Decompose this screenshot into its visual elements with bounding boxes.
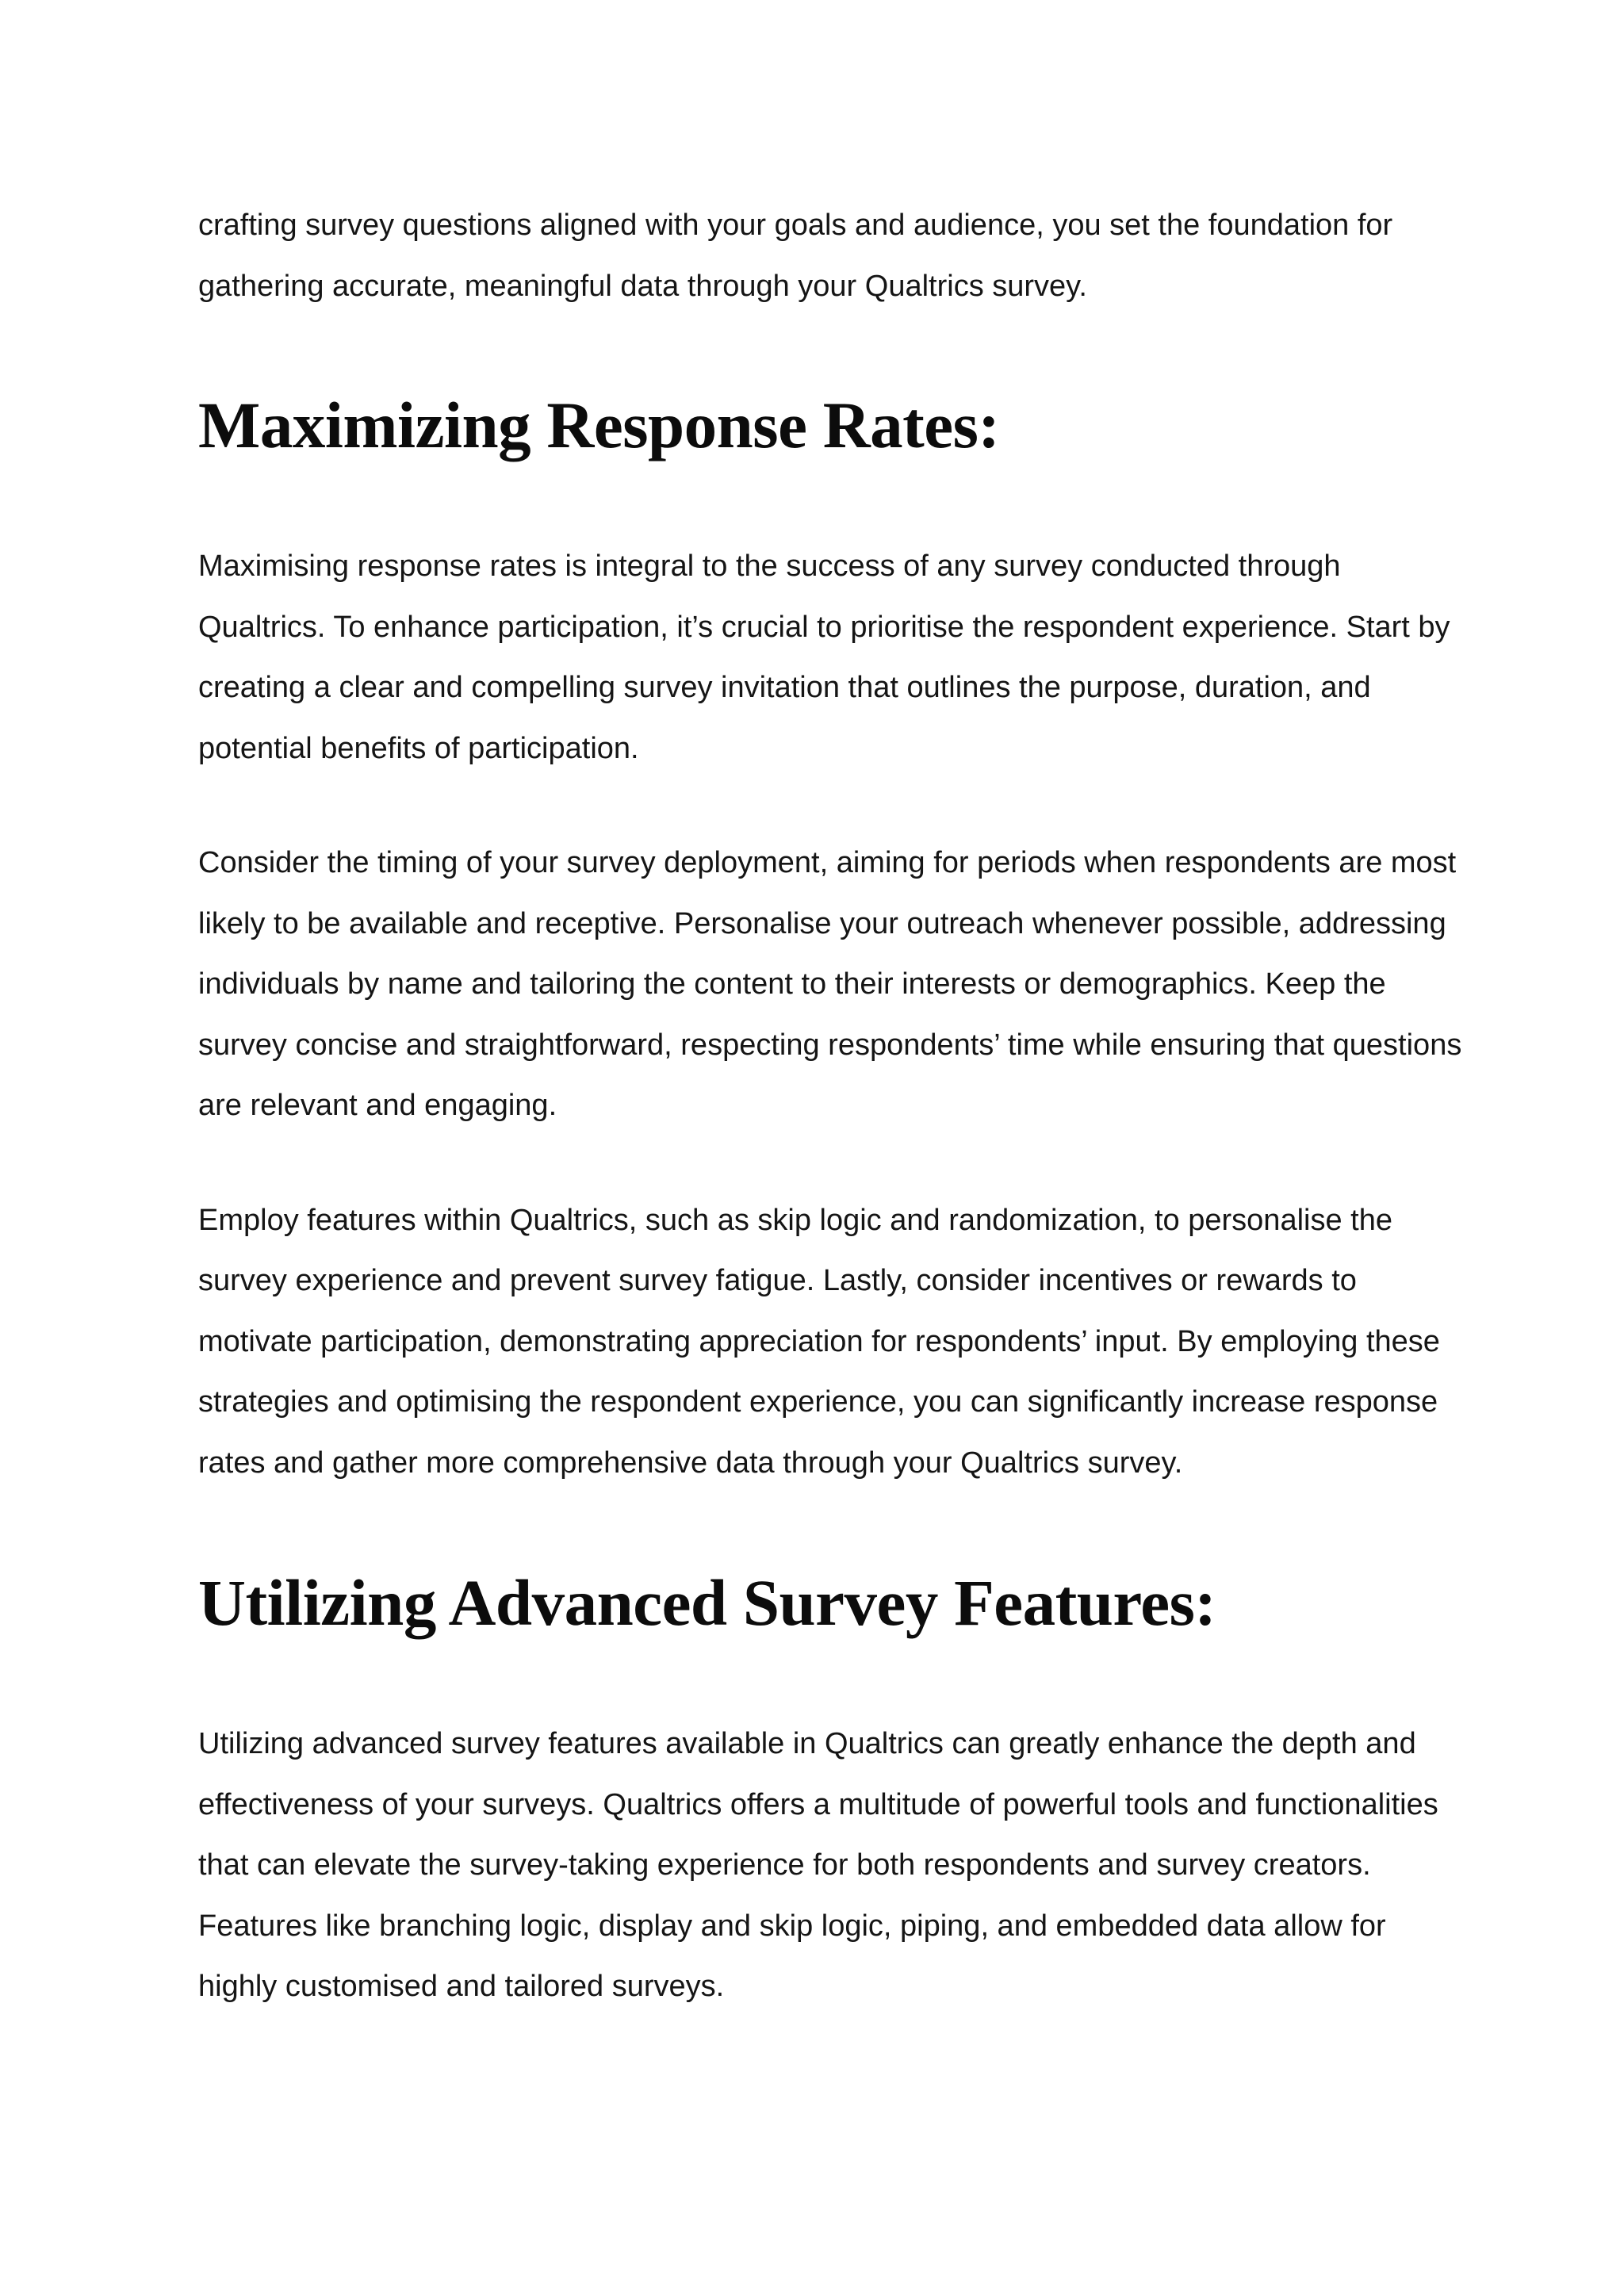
document-page	[198, 195, 1467, 2017]
paragraph-response-rates-1: Maximising response rates is integral to the success of any survey conducted through Qualtrics. To enhance participation, it’s crucial to prioritise the respondent experience. Start by creating a clear and compelling survey invitation that outlines the purpose, duration, and potential benefits of participation.	[198, 550, 1450, 765]
intro-paragraph: crafting survey questions aligned with your goals and audience, you set the foundation for gathering accurate, meaningful data through your Qualtrics survey.	[198, 209, 1393, 303]
section-heading-response-rates: Maximizing Response Rates:	[198, 389, 1000, 461]
paragraph-response-rates-2: Consider the timing of your survey deployment, aiming for periods when respondents are most likely to be available and receptive. Personalise your outreach whenever possible, addressing individuals by name and tailoring the content to their interests or demographics. Keep the survey concise and straightforward, respecting respondents’ time while ensuring that questions are relevant and engaging.	[198, 846, 1462, 1122]
paragraph-advanced-features-1: Utilizing advanced survey features available in Qualtrics can greatly enhance the depth and effectiveness of your surveys. Qualtrics offers a multitude of powerful tools and functionalities that can elevate the survey-taking experience for both respondents and survey creators. Features like branching logic, display and skip logic, piping, and embedded data allow for highly customised and tailored surveys.	[198, 1727, 1438, 2003]
section-heading-advanced-features: Utilizing Advanced Survey Features:	[198, 1566, 1216, 1639]
paragraph-response-rates-3: Employ features within Qualtrics, such as skip logic and randomization, to personalise the survey experience and prevent survey fatigue. Lastly, consider incentives or rewards to motivate participation, demonstrating appreciation for respondents’ input. By employing these strategies and optimising the respondent experience, you can significantly increase response rates and gather more comprehensive data through your Qualtrics survey.	[198, 1203, 1440, 1480]
